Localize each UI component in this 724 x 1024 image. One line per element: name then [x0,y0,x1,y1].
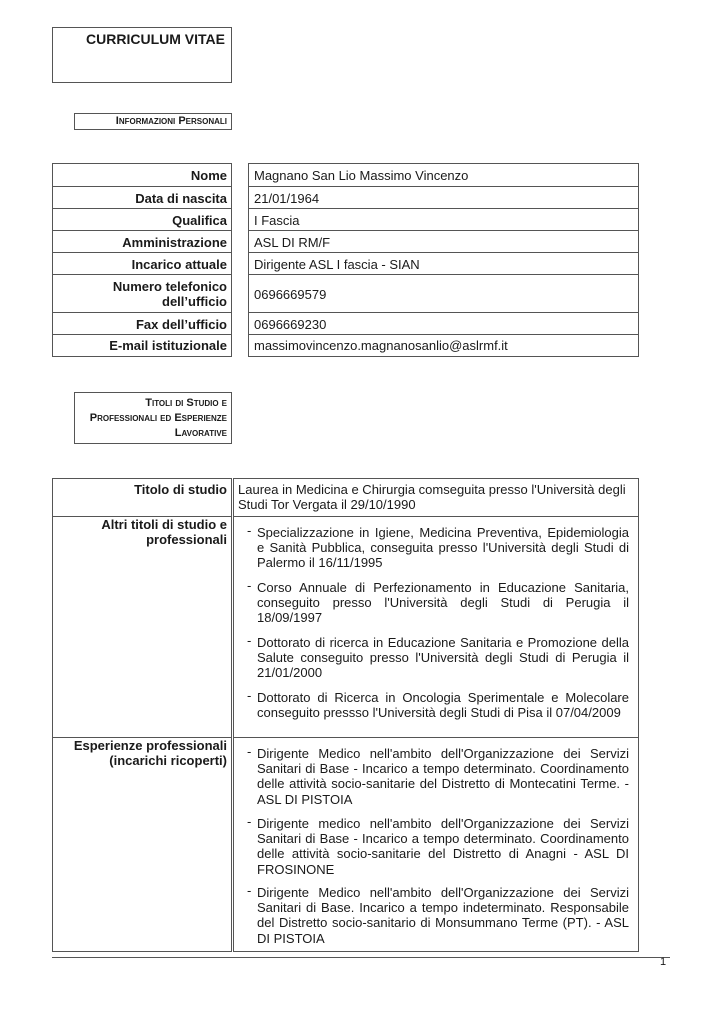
list-item-text: Dirigente Medico nell'ambito dell'Organizzazione dei Servizi Sanitari di Base - Incarico a tempo determinato. Coordinamento delle attività socio-sanitarie del Distretto di Montecatini Terme. - ASL DI PISTOIA [257,746,629,807]
esperienze-list [234,737,638,952]
label-data-nascita: Data di nascita [135,190,227,206]
footer-divider [52,957,670,958]
list-item: - Dirigente Medico nell'ambito dell'Organizzazione dei Servizi Sanitari di Base - Incarico a tempo determinato. Coordinamento delle attività socio-sanitarie del Distretto di Montecatini Terme. - ASL DI PISTOIA [247,744,629,807]
list-item-text: Dirigente medico nell'ambito dell'Organizzazione dei Servizi Sanitari di Base - Incarico a tempo determinato. Coordinamento delle attività socio-sanitarie del Distretto di Anagni - ASL DI FROSINONE [257,816,629,877]
title-box [52,27,232,83]
section-personal-label: Informazioni Personali [115,115,227,127]
document-title: CURRICULUM VITAE [86,31,225,47]
label-altri-titoli: Altri titoli di studio e professionali [101,517,227,547]
label-telefono: Numero telefonico dell’ufficio [112,279,227,309]
label-nome: Nome [190,167,227,183]
education-values-column [233,478,639,952]
value-amministrazione: ASL DI RM/F [254,234,331,250]
list-item-text: Corso Annuale di Perfezionamento in Educazione Sanitaria, conseguito presso l'Università degli Studi di Perugia il 18/09/1997 [257,580,629,626]
personal-labels-column [52,163,232,357]
label-email: E-mail istituzionale [109,338,227,353]
value-titolo-studio: Laurea in Medicina e Chirurgia comseguita presso l'Università degli Studi Tor Vergata il 29/10/1990 [238,482,626,513]
label-qualifica: Qualifica [172,212,227,228]
education-labels-column [52,478,232,952]
label-incarico: Incarico attuale [131,256,227,272]
page-number: 1 [660,956,667,968]
personal-info-table [52,163,637,355]
label-esperienze: Esperienze professionali (incarichi ricoperti) [73,738,227,768]
list-item: - Dirigente Medico nell'ambito dell'Organizzazione dei Servizi Sanitari di Base. Incarico a tempo indeterminato. Responsabile del Distretto socio-sanitario di Monsummano Terme (PT). - ASL DI PISTOIA [247,883,629,946]
list-item-text: Dottorato di Ricerca in Oncologia Sperimentale e Molecolare conseguito pressso l'Università degli Studi di Pisa il 07/04/2009 [257,690,629,721]
section-personal-heading [74,113,232,130]
value-data-nascita: 21/01/1964 [254,190,320,206]
label-amministrazione: Amministrazione [122,234,227,250]
value-qualifica: I Fascia [254,212,300,228]
value-fax: 0696669230 [254,316,327,332]
personal-values-column [248,163,639,357]
label-fax: Fax dell’ufficio [135,316,227,332]
list-item: - Dottorato di Ricerca in Oncologia Sperimentale e Molecolare conseguito pressso l'Università degli Studi di Pisa il 07/04/2009 [247,688,629,721]
list-item: - Dirigente medico nell'ambito dell'Organizzazione dei Servizi Sanitari di Base - Incarico a tempo determinato. Coordinamento delle attività socio-sanitarie del Distretto di Anagni - ASL DI FROSINONE [247,814,629,877]
list-item-text: Dirigente Medico nell'ambito dell'Organizzazione dei Servizi Sanitari di Base. Incarico a tempo indeterminato. Responsabile del Distretto socio-sanitario di Monsummano Terme (PT). - ASL DI PISTOIA [257,885,629,946]
altri-titoli-list [234,516,638,738]
list-item: - Specializzazione in Igiene, Medicina Preventiva, Epidemiologia e Sanità Pubblica, conseguita presso l'Università degli Studi di Palermo il 16/11/1995 [247,523,629,571]
list-item: - Dottorato di ricerca in Educazione Sanitaria e Promozione della Salute conseguito presso l'Università degli Studi di Perugia il 21/01/2000 [247,633,629,681]
value-telefono: 0696669579 [254,286,327,302]
value-email: massimovincenzo.magnanosanlio@aslrmf.it [254,338,508,353]
section-titles-heading [74,392,232,444]
value-incarico: Dirigente ASL I fascia - SIAN [254,256,420,272]
list-item: - Corso Annuale di Perfezionamento in Educazione Sanitaria, conseguito presso l'Università degli Studi di Perugia il 18/09/1997 [247,578,629,626]
value-nome: Magnano San Lio Massimo Vincenzo [254,167,469,183]
list-item-text: Dottorato di ricerca in Educazione Sanitaria e Promozione della Salute conseguito presso l'Università degli Studi di Perugia il 21/01/2000 [257,635,629,681]
list-item-text: Specializzazione in Igiene, Medicina Preventiva, Epidemiologia e Sanità Pubblica, conseguita presso l'Università degli Studi di Palermo il 16/11/1995 [257,525,629,571]
education-table [52,478,637,950]
label-titolo-studio: Titolo di studio [134,482,227,497]
section-titles-label: Titoli di Studio e Professionali ed Esperienze Lavorative [89,397,227,439]
